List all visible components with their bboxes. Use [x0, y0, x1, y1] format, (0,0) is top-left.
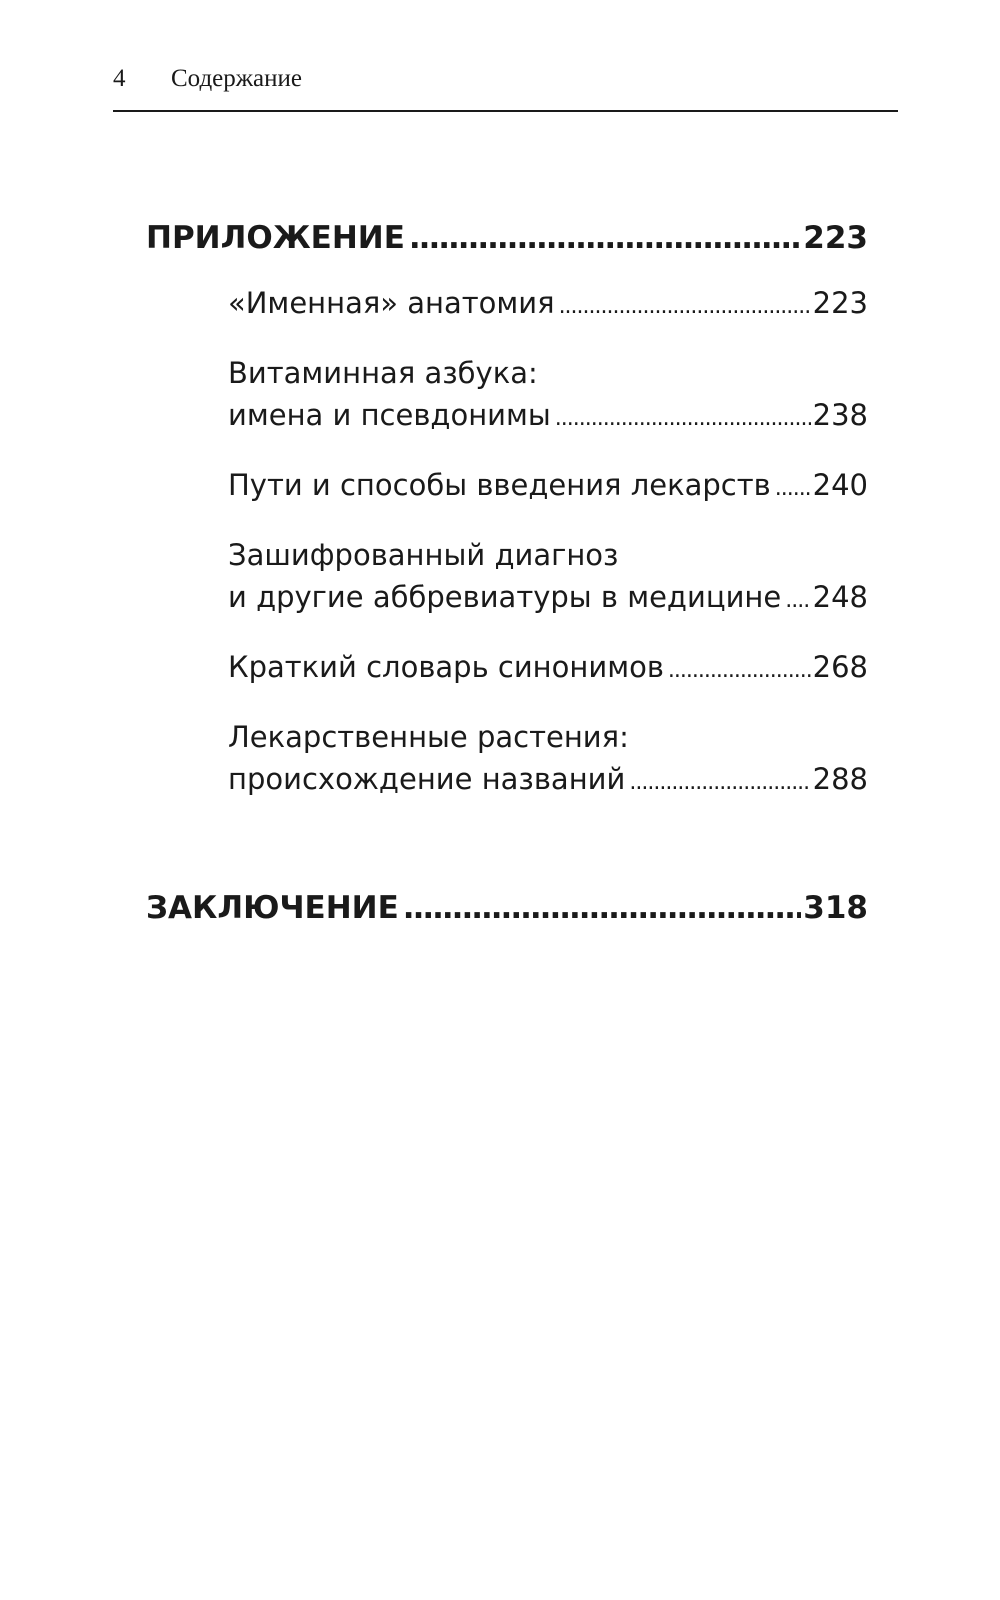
toc-section-conclusion[interactable] — [146, 888, 868, 928]
toc-item-medicinal-plants[interactable] — [228, 716, 868, 804]
running-head — [113, 62, 898, 112]
toc-item-drug-routes[interactable] — [228, 464, 868, 510]
toc-page-number: 223 — [812, 286, 868, 320]
toc-page-number: 248 — [812, 580, 868, 614]
dot-leader — [555, 398, 811, 440]
toc-page-number: 318 — [803, 890, 868, 926]
running-head-title: Содержание — [171, 65, 302, 92]
toc-item-label: Пути и способы введения лекарств — [228, 468, 771, 502]
toc-item-label: «Именная» анатомия — [228, 286, 555, 320]
toc-page-number: 288 — [812, 762, 868, 796]
toc-subsection-list — [228, 282, 868, 804]
toc-item-vitamin-alphabet[interactable] — [228, 352, 868, 440]
toc-item-label-line2: и другие аббревиатуры в медицине — [228, 580, 782, 614]
toc-page-number: 268 — [812, 650, 868, 684]
toc-item-named-anatomy[interactable] — [228, 282, 868, 328]
toc-page-number: 223 — [803, 220, 868, 256]
dot-leader — [409, 218, 801, 258]
table-of-contents — [146, 218, 868, 928]
dot-leader — [775, 468, 811, 510]
toc-item-synonym-dictionary[interactable] — [228, 646, 868, 692]
toc-page-number: 238 — [812, 398, 868, 432]
dot-leader — [629, 762, 810, 804]
toc-page-number: 240 — [812, 468, 868, 502]
dot-leader — [785, 580, 810, 622]
toc-item-encrypted-diagnosis[interactable] — [228, 534, 868, 622]
page-number: 4 — [113, 65, 126, 92]
dot-leader — [403, 888, 801, 928]
toc-item-label-line1: Зашифрованный диагноз — [228, 538, 619, 572]
toc-item-label: Краткий словарь синонимов — [228, 650, 664, 684]
dot-leader — [559, 286, 811, 328]
toc-section-appendix[interactable] — [146, 218, 868, 258]
toc-item-label-line1: Лекарственные растения: — [228, 720, 629, 754]
toc-item-label-line2: происхождение названий — [228, 762, 626, 796]
dot-leader — [668, 650, 811, 692]
toc-item-label-line1: Витаминная азбука: — [228, 356, 538, 390]
toc-section-label: ПРИЛОЖЕНИЕ — [146, 220, 405, 256]
toc-section-label: ЗАКЛЮЧЕНИЕ — [146, 890, 399, 926]
toc-item-label-line2: имена и псевдонимы — [228, 398, 551, 432]
